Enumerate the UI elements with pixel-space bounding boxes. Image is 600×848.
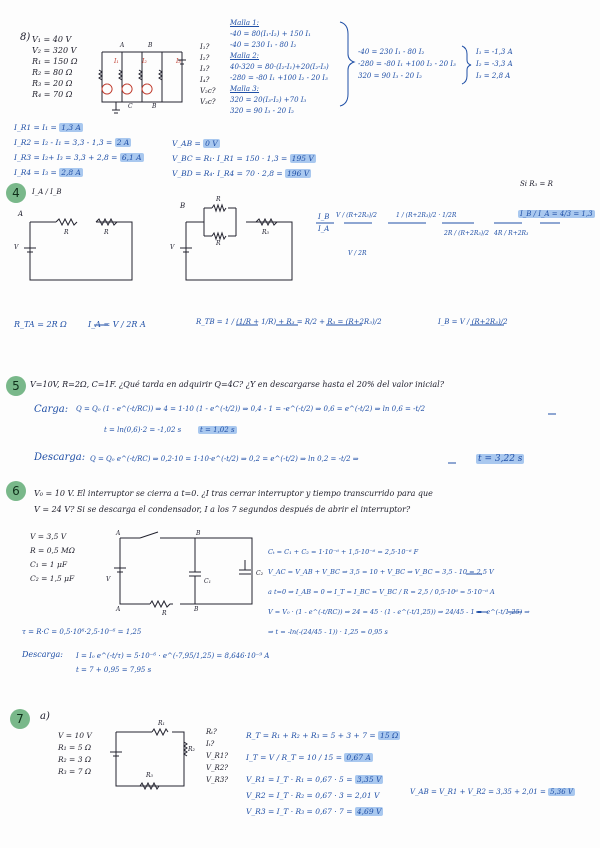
- p5-descarga-label: Descarga:: [34, 452, 86, 463]
- p8-mesh-equations: [230, 18, 329, 117]
- mesh-title: Malla 3:: [230, 85, 260, 93]
- mesh-title: Malla 2:: [230, 52, 260, 60]
- circuit-letter: R₂: [188, 746, 195, 753]
- p5-carga-eq: Q = Q₀ (1 - e^(-t/RC)) ⇒ 4 = 1·10 (1 - e^(-t/2)) ⇒ 0,4 - 1 = -e^(-t/2) ⇒ 0,6 = e^(-t/2) ⇒ ln 0,6 = -t/2: [76, 405, 426, 413]
- given: R₁ = 5 Ω: [58, 743, 92, 752]
- current-label: I₁: [114, 58, 119, 65]
- p5-carga-t: t = ln(0,6)·2 = -1,02 s: [104, 426, 182, 434]
- p8-solution: [476, 46, 513, 82]
- circuit-letter: R: [162, 610, 167, 617]
- circuit-letter: V: [106, 576, 111, 583]
- p4-bottom: R_TA = 2R Ω: [14, 320, 67, 329]
- p5-carga-label: Carga:: [34, 404, 69, 415]
- given: V₁ = 40 V: [32, 35, 72, 44]
- p6-statement: [34, 486, 433, 518]
- p8-system: [358, 46, 456, 82]
- result-highlight: 0,67 A: [346, 753, 371, 762]
- result-highlight: 5,36 V: [550, 788, 573, 796]
- circuit-letter: C₁: [204, 578, 211, 585]
- p4-bottom: I_A = V / 2R A: [88, 320, 146, 329]
- mesh-eq: 40-320 = 80·(I₂-I₁)+20(I₂-I₃): [230, 63, 329, 71]
- result-row: V_R1 = I_T · R₁ = 0,67 · 5 = 3,35 V: [246, 775, 382, 784]
- circuit-letter: V: [170, 244, 175, 251]
- given: C₂ = 1,5 μF: [30, 574, 75, 583]
- current-label: I₂: [142, 58, 147, 65]
- circuit-letter: V: [14, 244, 19, 251]
- result-highlight: 0 V: [205, 139, 218, 148]
- given: C₁ = 1 μF: [30, 560, 68, 569]
- circuit-letter: R₁: [158, 720, 165, 727]
- ask: V_R1?: [206, 752, 229, 760]
- p4-ratio-step: 4R / R+2R₃: [494, 230, 529, 237]
- mesh-title: Malla 1:: [230, 19, 260, 27]
- result-row: I_R2 = I₂ - I₁ = 3,3 - 1,3 = 2 A: [14, 138, 130, 147]
- ratio-den: I_A: [318, 225, 330, 233]
- ask: V₂c?: [200, 87, 216, 95]
- statement-line: V₀ = 10 V. El interruptor se cierra a t=0. ¿I tras cerrar interruptor y tiempo transcurrido para que: [34, 489, 433, 498]
- node-label: C: [128, 103, 133, 110]
- p4-ratio-step: 2R / (R+2R₃)/2: [444, 230, 489, 237]
- p8-asks: [200, 42, 216, 108]
- p8-results-left: [14, 120, 144, 180]
- p6-descarga-label: Descarga:: [22, 650, 63, 659]
- p7-side: V_AB = V_R1 + V_R2 = 3,35 + 2,01 = 5,36 V: [410, 788, 573, 796]
- mesh-eq: 320 = 20(I₃-I₂) +70 I₃: [230, 96, 307, 104]
- circuit-letter: A: [18, 210, 24, 218]
- result-highlight: 2,8 A: [61, 168, 81, 177]
- problem-5-number: 5: [6, 376, 26, 396]
- circuit-letter: R₃: [146, 772, 153, 779]
- given: R₃ = 7 Ω: [58, 767, 92, 776]
- system-eq: -40 = 230 I₁ - 80 I₂: [358, 48, 425, 56]
- circuit-letter: C₂: [256, 570, 263, 577]
- circuit-letter: R: [104, 229, 109, 236]
- statement-line: V = 24 V? Si se descarga el condensador, I a los 7 segundos después de abrir el interruptor?: [34, 505, 411, 514]
- p7-work: [246, 728, 400, 820]
- given: V₂ = 320 V: [32, 46, 77, 55]
- ask: V₃c?: [200, 98, 216, 106]
- ask: V_R2?: [206, 764, 229, 772]
- result-row: I_R1 = I₁ = 1,3 A: [14, 123, 81, 132]
- ask: I₂?: [200, 54, 210, 62]
- circuit-letter: R₃: [262, 229, 269, 236]
- p5-statement: V=10V, R=2Ω, C=1F. ¿Qué tarda en adquirir Q=4C? ¿Y en descargarse hasta el 20% del valor inicial?: [30, 380, 444, 389]
- solution: I₃ = 2,8 A: [476, 72, 511, 80]
- p7-asks: [206, 726, 228, 786]
- p4-note: Si R₃ = R: [520, 180, 553, 188]
- result-highlight: 6,1 A: [121, 153, 142, 162]
- problem-6-number: 6: [6, 481, 26, 501]
- p4-bottom: I_B = V / (R+2R₃)/2: [438, 318, 508, 326]
- work-line: ⇒ t = -ln(-(24/45 - 1)) · 1,25 = 0,95 s: [268, 628, 388, 636]
- circuit-4b: [180, 205, 292, 280]
- circuit-letter: A: [116, 530, 121, 537]
- circuit-letter: B: [180, 202, 186, 210]
- work-line: V = V₀ · (1 - e^(-t/RC)) ⇒ 24 = 45 · (1 - e^(-t/1,25)) ⇒ 24/45 - 1 = -e^(-t/1,25) ⇒: [268, 608, 530, 616]
- result-highlight: 15 Ω: [380, 731, 399, 740]
- p6-descarga-t: t = 7 + 0,95 = 7,95 s: [76, 666, 152, 674]
- node-label: B: [148, 42, 153, 49]
- given: V = 3,5 V: [30, 532, 67, 541]
- circuit-letter: R: [216, 240, 221, 247]
- p6-work: [268, 542, 530, 642]
- p6-descarga-eq: I = I₀ e^(-t/τ) = 5·10⁻⁶ · e^(-7,95/1,25) = 8,646·10⁻⁹ A: [76, 652, 270, 660]
- system-eq: -280 = -80 I₁ +100 I₂ - 20 I₃: [358, 60, 456, 68]
- given: R₄ = 70 Ω: [32, 90, 73, 99]
- problem-4-number: 4: [6, 183, 26, 203]
- current-label: I₃: [176, 58, 181, 65]
- p4-header: I_A / I_B: [32, 188, 62, 196]
- given: R₃ = 20 Ω: [32, 79, 73, 88]
- result-highlight: 1,3 A: [61, 123, 81, 132]
- node-label: B: [152, 103, 157, 110]
- ask: I₁?: [200, 43, 210, 51]
- p4-bottom: R_TB = 1 / (1/R + 1/R) + R₃ = R/2 + R₃ = (R+2R₃)/2: [196, 318, 382, 326]
- result-highlight: 2 A: [116, 138, 130, 147]
- solution: I₁ = -1,3 A: [476, 48, 513, 56]
- given: R₁ = 150 Ω: [32, 57, 78, 66]
- circuit-letter: B: [194, 606, 199, 613]
- result-row: I_T = V / R_T = 10 / 15 = 0,67 A: [246, 753, 371, 762]
- given: R = 0,5 MΩ: [30, 546, 75, 555]
- circuit-letter: R: [216, 196, 221, 203]
- p4-ratio-mid: V / (R+2R₃)/2: [336, 212, 377, 219]
- work-line: V_AC = V_AB + V_BC ⇒ 3,5 = 10 + V_BC ⇒ V_BC = 3,5 - 10 = 2,5 V: [268, 568, 494, 576]
- system-eq: 320 = 90 I₃ - 20 I₂: [358, 72, 422, 80]
- ask: I₄?: [200, 76, 210, 84]
- mesh-bracket: [340, 22, 354, 106]
- p5-descarga-eq: Q = Q₀ e^(-t/RC) ⇒ 0,2·10 = 1·10·e^(-t/2) ⇒ 0,2 = e^(-t/2) ⇒ ln 0,2 = -t/2 ⇒: [90, 455, 359, 463]
- result-row: V_R2 = I_T · R₂ = 0,67 · 3 = 2,01 V: [246, 791, 380, 800]
- result-row: R_T = R₁ + R₂ + R₃ = 5 + 3 + 7 = 15 Ω: [246, 731, 399, 740]
- circuit-4a: [24, 219, 132, 280]
- result-highlight: 196 V: [287, 169, 310, 178]
- result-row: V_BD = R₄· I_R4 = 70 · 2,8 = 196 V: [172, 169, 310, 178]
- result-row: V_BC = R₁· I_R1 = 150 · 1,3 = 195 V: [172, 154, 314, 163]
- solution: I₂ = -3,3 A: [476, 60, 513, 68]
- p5-carga-result: t = 1,02 s: [200, 426, 235, 434]
- result-highlight: 195 V: [291, 154, 314, 163]
- p8-givens: [32, 34, 77, 100]
- circuit-letter: R: [64, 229, 69, 236]
- result-row: I_R3 = I₂+ I₃ = 3,3 + 2,8 = 6,1 A: [14, 153, 142, 162]
- mesh-eq: -280 = -80 I₁ +100 I₂ - 20 I₃: [230, 74, 328, 82]
- ratio-num: I_B: [318, 213, 330, 221]
- ask: V_R3?: [206, 776, 229, 784]
- mesh-eq: -40 = 80(I₁-I₂) + 150 I₁: [230, 30, 311, 38]
- given: R₂ = 3 Ω: [58, 755, 92, 764]
- ask: I₃?: [200, 65, 210, 73]
- p8-results-right: [172, 136, 316, 181]
- problem-7-number: 7: [10, 709, 30, 729]
- mesh-eq: 320 = 90 I₃ - 20 I₂: [230, 107, 294, 115]
- result-row: I_R4 = I₃ = 2,8 A: [14, 168, 81, 177]
- work-line: a t=0 ⇒ I_AB = 0 ⇒ I_T = I_BC = V_BC / R = 2,5 / 0,5·10⁶ = 5·10⁻⁶ A: [268, 588, 495, 596]
- circuit-letter: B: [196, 530, 201, 537]
- p4-ratio-step: 1 / (R+2R₃)/2 · 1/2R: [396, 212, 457, 219]
- p4-ratio-result: I_B / I_A = 4/3 = 1,3: [520, 210, 593, 218]
- given: R₂ = 80 Ω: [32, 68, 73, 77]
- circuit-letter: A: [116, 606, 121, 613]
- p6-tau: τ = R·C = 0,5·10⁶·2,5·10⁻⁶ = 1,25: [22, 628, 142, 636]
- work-line: Cₜ = C₁ + C₂ = 1·10⁻⁶ + 1,5·10⁻⁶ = 2,5·10⁻⁶ F: [268, 548, 419, 556]
- ask: Iₜ?: [206, 740, 215, 748]
- p4-ratio-mid: V / 2R: [348, 250, 367, 257]
- p7-part: a): [40, 711, 50, 722]
- circuit-6: [114, 532, 252, 607]
- p5-descarga-result: t = 3,22 s: [478, 454, 523, 464]
- mesh-eq: -40 = 230 I₁ - 80 I₂: [230, 41, 297, 49]
- given: V = 10 V: [58, 731, 92, 740]
- result-highlight: 3,35 V: [356, 775, 382, 784]
- result-highlight: 4,69 V: [356, 807, 382, 816]
- p4-ratio-lhs: [318, 213, 329, 234]
- circuit-7: [110, 729, 187, 789]
- problem-8-label: 8): [20, 32, 31, 43]
- ask: Rₜ?: [206, 728, 217, 736]
- p6-givens: [30, 530, 75, 586]
- result-row: V_R3 = I_T · R₃ = 0,67 · 7 = 4,69 V: [246, 807, 382, 816]
- node-label: A: [120, 42, 125, 49]
- p7-givens: [58, 730, 92, 778]
- result-row: V_AB = 0 V: [172, 139, 218, 148]
